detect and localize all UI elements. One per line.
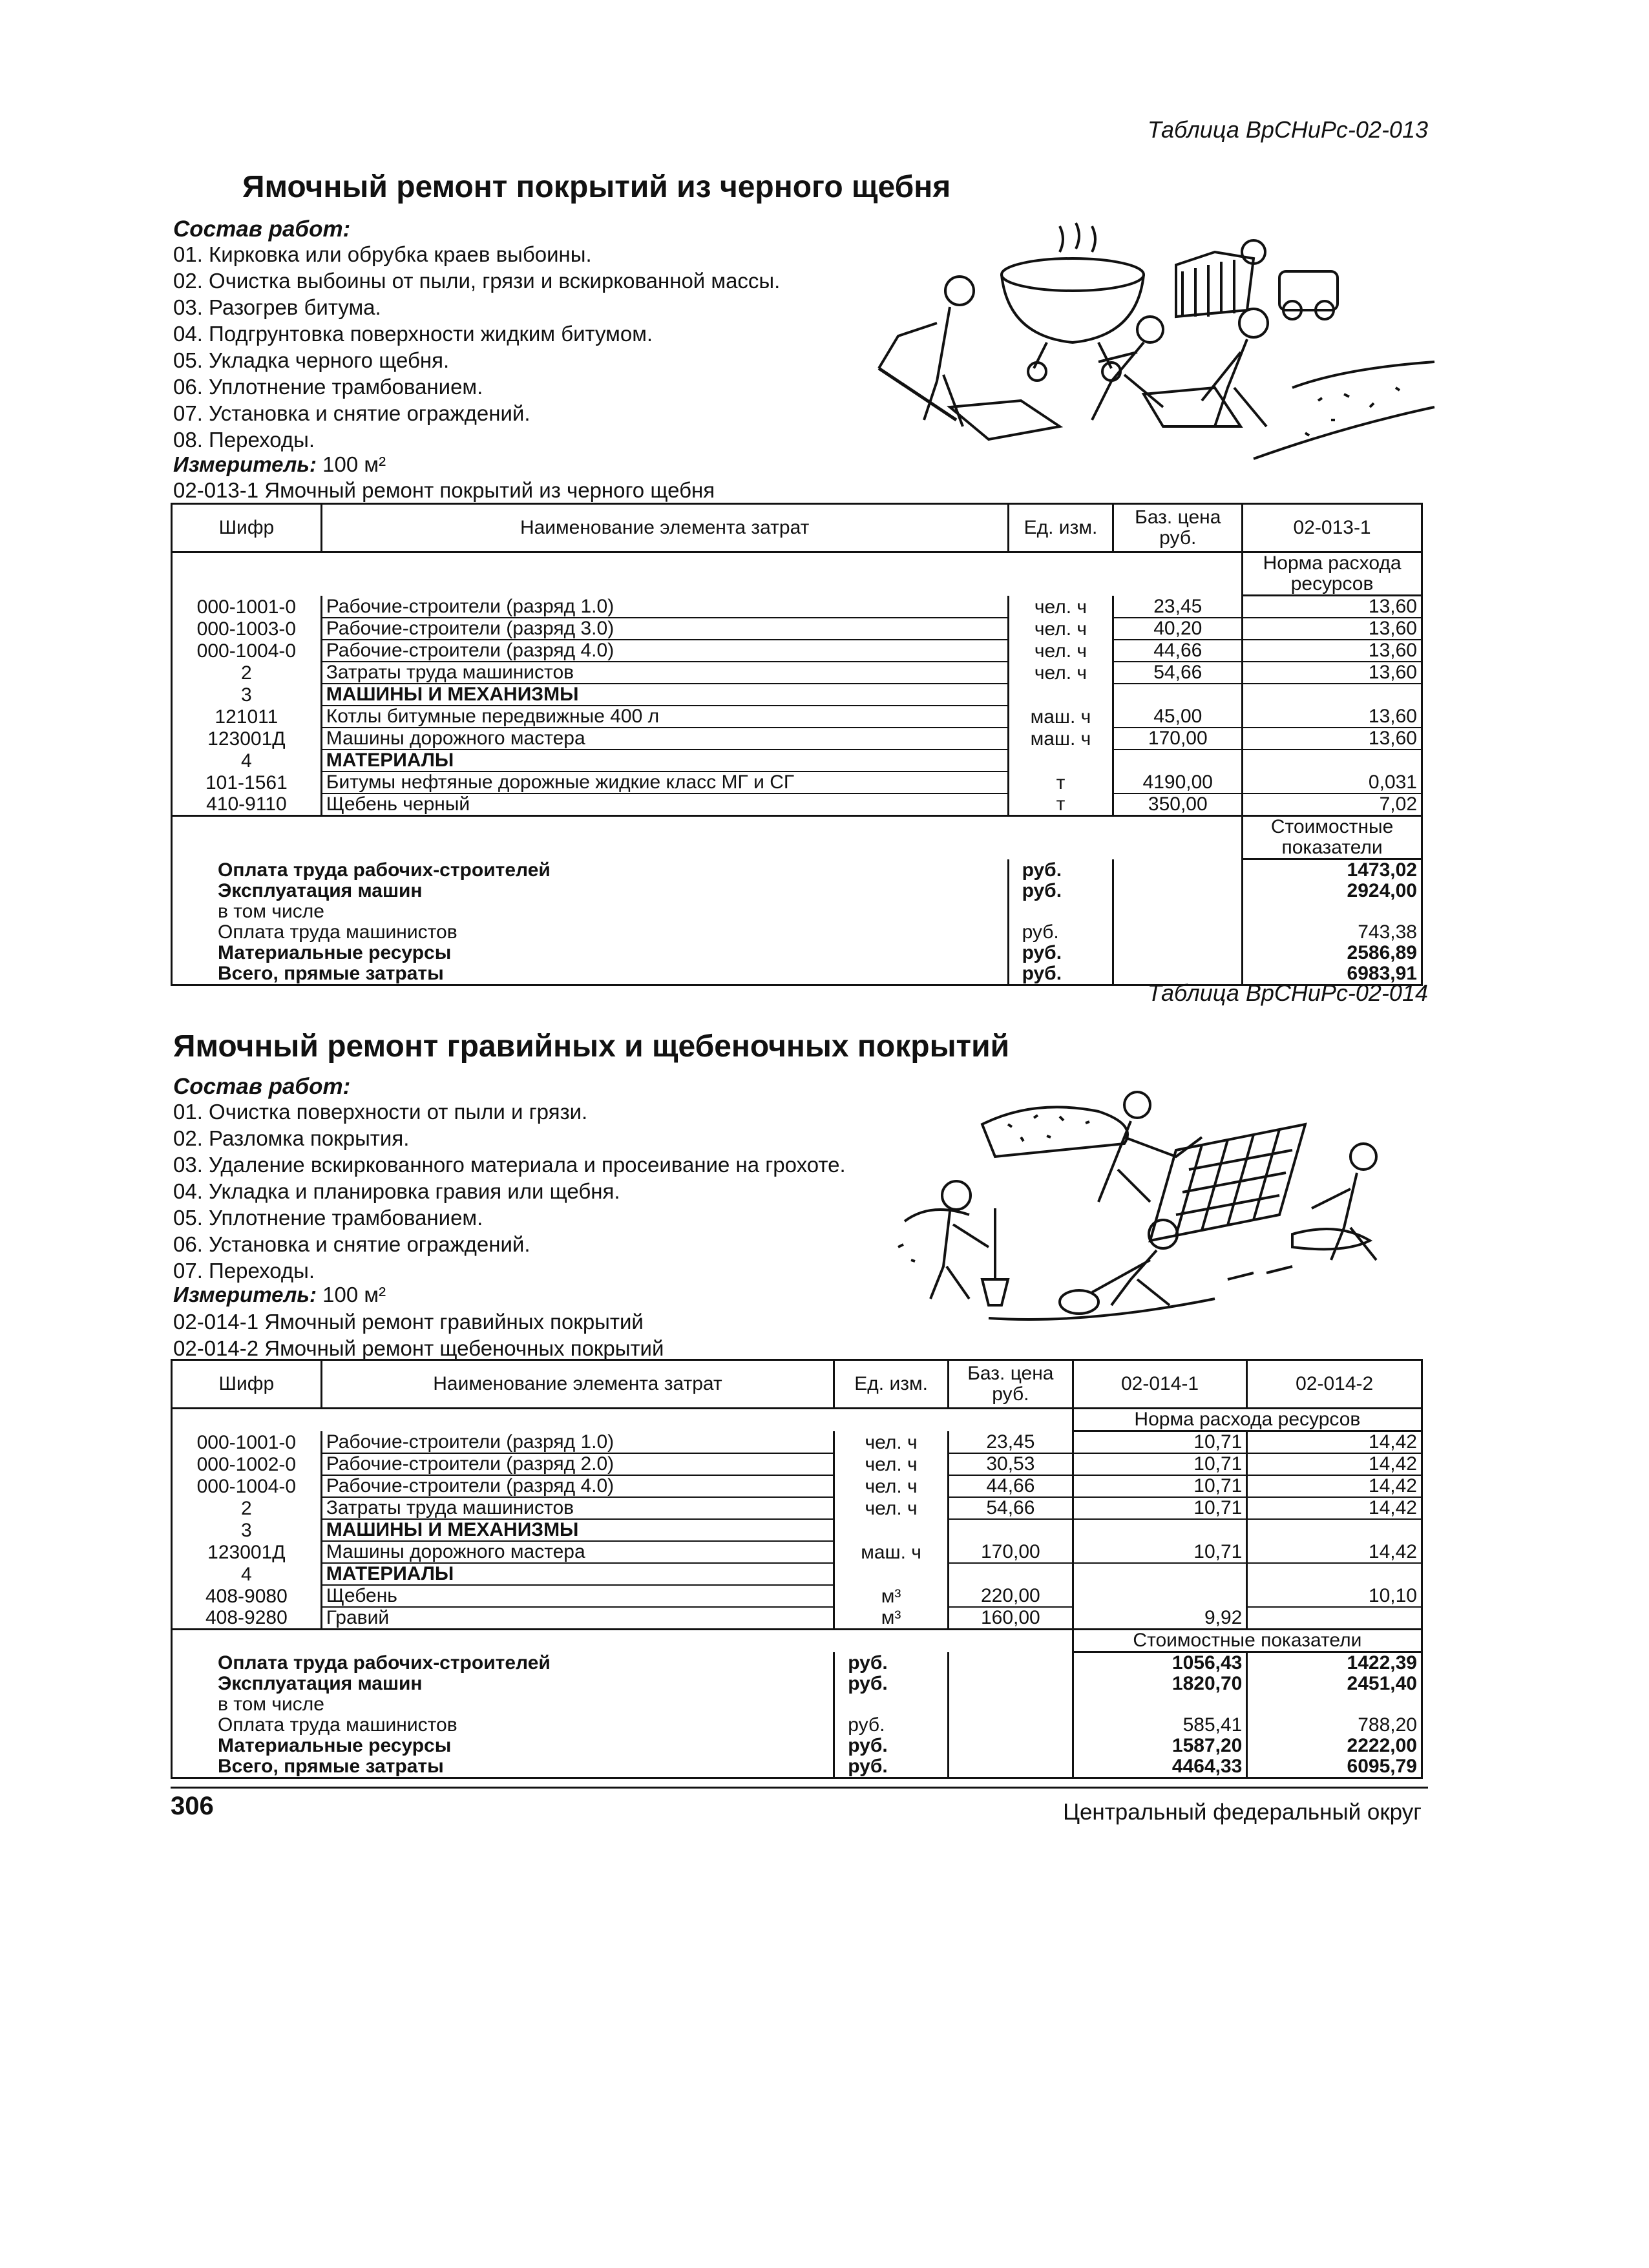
cost-name: в том числе <box>172 1694 834 1715</box>
cost-value: 1056,43 <box>1073 1652 1247 1674</box>
row-code: 2 <box>172 1497 322 1519</box>
row-code: 408-9280 <box>172 1607 322 1630</box>
row-value: 10,71 <box>1073 1475 1247 1497</box>
row-code: 3 <box>172 1519 322 1541</box>
header-cell: Шифр <box>172 504 322 552</box>
cost-name: Оплата труда рабочих-строителей <box>172 859 1009 881</box>
row-unit <box>1008 750 1113 772</box>
table-row <box>172 1607 1422 1630</box>
cost-name: Эксплуатация машин <box>172 881 1009 901</box>
row-code: 2 <box>172 662 322 684</box>
row-value: 14,42 <box>1247 1475 1422 1497</box>
section-title: Ямочный ремонт покрытий из черного щебня <box>242 170 951 204</box>
row-value: 7,02 <box>1243 793 1422 816</box>
cost-value: 1422,39 <box>1247 1652 1422 1674</box>
row-code: 4 <box>172 1563 322 1585</box>
header-cell: 02-014-1 <box>1073 1360 1247 1409</box>
table-row <box>172 1453 1422 1475</box>
row-code: 121011 <box>172 706 322 728</box>
row-value: 10,71 <box>1073 1497 1247 1519</box>
row-price: 54,66 <box>948 1497 1073 1519</box>
table-row <box>172 1431 1422 1454</box>
cost-unit: руб. <box>1008 881 1113 901</box>
header-cell: Баз. цена руб. <box>948 1360 1073 1409</box>
row-unit <box>834 1519 949 1541</box>
list-item: 02. Очистка выбоины от пыли, грязи и вскиркованной массы. <box>173 269 781 293</box>
cost-unit <box>1008 901 1113 922</box>
header-cell: Шифр <box>172 1360 322 1409</box>
row-price: 170,00 <box>1113 728 1243 750</box>
row-code: 000-1002-0 <box>172 1453 322 1475</box>
row-value: 10,71 <box>1073 1431 1247 1454</box>
row-value: 10,10 <box>1247 1585 1422 1607</box>
row-price: 170,00 <box>948 1541 1073 1563</box>
row-name: Рабочие-строители (разряд 1.0) <box>321 596 1008 618</box>
table-row <box>172 793 1422 816</box>
resources-table <box>171 1359 1423 1779</box>
cost-name: Материальные ресурсы <box>172 1736 834 1756</box>
row-price: 44,66 <box>1113 640 1243 662</box>
table-row <box>172 1674 1422 1694</box>
cost-name: Оплата труда рабочих-строителей <box>172 1652 834 1674</box>
resources-table <box>171 503 1423 986</box>
row-name: МАТЕРИАЛЫ <box>321 1563 834 1585</box>
cost-unit: руб. <box>1008 963 1113 985</box>
cost-name: Материальные ресурсы <box>172 943 1009 963</box>
row-unit: чел. ч <box>834 1431 949 1454</box>
row-unit: маш. ч <box>834 1541 949 1563</box>
row-price: 23,45 <box>948 1431 1073 1454</box>
row-unit <box>1008 684 1113 706</box>
row-name: МАШИНЫ И МЕХАНИЗМЫ <box>321 684 1008 706</box>
row-price <box>948 1519 1073 1541</box>
list-item: 02-013-1 Ямочный ремонт покрытий из черного щебня <box>173 478 715 502</box>
row-price: 40,20 <box>1113 618 1243 640</box>
row-code: 4 <box>172 750 322 772</box>
table-row <box>172 1563 1422 1585</box>
row-unit: чел. ч <box>1008 662 1113 684</box>
row-value: 0,031 <box>1243 772 1422 793</box>
row-value: 14,42 <box>1247 1541 1422 1563</box>
row-value: 14,42 <box>1247 1497 1422 1519</box>
cost-label: Стоимостные показатели <box>1073 1630 1422 1652</box>
row-name: Машины дорожного мастера <box>321 1541 834 1563</box>
header-cell: 02-014-2 <box>1247 1360 1422 1409</box>
cost-value: 1587,20 <box>1073 1736 1247 1756</box>
row-value: 13,60 <box>1243 596 1422 618</box>
row-price: 160,00 <box>948 1607 1073 1630</box>
list-item: 01. Кирковка или обрубка краев выбоины. <box>173 242 592 266</box>
row-unit: чел. ч <box>1008 618 1113 640</box>
row-price: 350,00 <box>1113 793 1243 816</box>
row-name: Рабочие-строители (разряд 3.0) <box>321 618 1008 640</box>
row-value: 10,71 <box>1073 1453 1247 1475</box>
row-value <box>1073 1585 1247 1607</box>
row-code: 408-9080 <box>172 1585 322 1607</box>
page-number: 306 <box>171 1792 214 1820</box>
row-value <box>1243 750 1422 772</box>
table-codes <box>173 477 715 503</box>
norm-label: Норма расхода ресурсов <box>1243 552 1422 596</box>
table-row <box>172 1585 1422 1607</box>
row-name: Щебень черный <box>321 793 1008 816</box>
table-row <box>172 859 1422 881</box>
row-name: Щебень <box>321 1585 834 1607</box>
row-value <box>1073 1519 1247 1541</box>
table-row <box>172 706 1422 728</box>
cost-name: Всего, прямые затраты <box>172 963 1009 985</box>
cost-value: 2451,40 <box>1247 1674 1422 1694</box>
row-code: 123001Д <box>172 728 322 750</box>
row-name: Гравий <box>321 1607 834 1630</box>
row-price: 4190,00 <box>1113 772 1243 793</box>
cost-value: 4464,33 <box>1073 1756 1247 1778</box>
row-name: МАТЕРИАЛЫ <box>321 750 1008 772</box>
row-code: 000-1001-0 <box>172 1431 322 1454</box>
row-name: Рабочие-строители (разряд 2.0) <box>321 1453 834 1475</box>
cost-value: 788,20 <box>1247 1715 1422 1736</box>
row-unit: т <box>1008 772 1113 793</box>
list-item: 02. Разломка покрытия. <box>173 1126 410 1150</box>
footer-rule <box>171 1787 1428 1789</box>
cost-value: 6095,79 <box>1247 1756 1422 1778</box>
cost-unit: руб. <box>1008 922 1113 943</box>
cost-value: 585,41 <box>1073 1715 1247 1736</box>
table-number: Таблица ВрСНиРс-02-014 <box>1147 980 1428 1006</box>
row-unit: маш. ч <box>1008 706 1113 728</box>
cost-name: Всего, прямые затраты <box>172 1756 834 1778</box>
list-item: 02-014-2 Ямочный ремонт щебеночных покрытий <box>173 1336 664 1360</box>
row-price: 54,66 <box>1113 662 1243 684</box>
row-unit: маш. ч <box>1008 728 1113 750</box>
row-code: 000-1003-0 <box>172 618 322 640</box>
cost-value: 1820,70 <box>1073 1674 1247 1694</box>
row-value: 13,60 <box>1243 662 1422 684</box>
row-value <box>1243 684 1422 706</box>
row-name: Котлы битумные передвижные 400 л <box>321 706 1008 728</box>
row-code: 000-1001-0 <box>172 596 322 618</box>
works-list <box>173 1098 846 1284</box>
cost-unit: руб. <box>834 1674 949 1694</box>
row-code: 101-1561 <box>172 772 322 793</box>
row-value: 13,60 <box>1243 640 1422 662</box>
cost-value: 2586,89 <box>1243 943 1422 963</box>
cost-unit: руб. <box>1008 943 1113 963</box>
row-name: МАШИНЫ И МЕХАНИЗМЫ <box>321 1519 834 1541</box>
row-price <box>1113 684 1243 706</box>
table-row <box>172 662 1422 684</box>
header-cell: Ед. изм. <box>834 1360 949 1409</box>
row-unit <box>834 1563 949 1585</box>
cost-name: в том числе <box>172 901 1009 922</box>
row-code: 000-1004-0 <box>172 1475 322 1497</box>
header-cell: Наименование элемента затрат <box>321 504 1008 552</box>
table-row <box>172 618 1422 640</box>
table-row <box>172 1715 1422 1736</box>
table-row <box>172 1736 1422 1756</box>
row-unit: чел. ч <box>834 1497 949 1519</box>
row-name: Затраты труда машинистов <box>321 662 1008 684</box>
row-unit: м³ <box>834 1585 949 1607</box>
header-cell: 02-013-1 <box>1243 504 1422 552</box>
row-value <box>1247 1563 1422 1585</box>
row-price: 44,66 <box>948 1475 1073 1497</box>
cost-unit: руб. <box>834 1736 949 1756</box>
list-item: 04. Подгрунтовка поверхности жидким битумом. <box>173 322 653 346</box>
header-cell: Ед. изм. <box>1008 504 1113 552</box>
cost-value <box>1073 1694 1247 1715</box>
works-list <box>173 241 780 453</box>
cost-name: Оплата труда машинистов <box>172 922 1009 943</box>
row-price: 220,00 <box>948 1585 1073 1607</box>
list-item: 05. Уплотнение трамбованием. <box>173 1206 483 1230</box>
row-unit: м³ <box>834 1607 949 1630</box>
list-item: 01. Очистка поверхности от пыли и грязи. <box>173 1100 588 1124</box>
cost-value: 743,38 <box>1243 922 1422 943</box>
table-row <box>172 750 1422 772</box>
table-row <box>172 1497 1422 1519</box>
header-cell: Наименование элемента затрат <box>321 1360 834 1409</box>
table-row <box>172 881 1422 901</box>
workers-illustration <box>853 213 1447 472</box>
row-price <box>1113 750 1243 772</box>
works-label: Состав работ: <box>173 1074 351 1099</box>
row-code: 000-1004-0 <box>172 640 322 662</box>
row-price: 30,53 <box>948 1453 1073 1475</box>
table-row <box>172 943 1422 963</box>
row-value: 10,71 <box>1073 1541 1247 1563</box>
cost-name: Оплата труда машинистов <box>172 1715 834 1736</box>
row-value <box>1247 1607 1422 1630</box>
row-value: 13,60 <box>1243 728 1422 750</box>
table-row <box>172 1652 1422 1674</box>
cost-label: Стоимостные показатели <box>1243 816 1422 859</box>
row-price: 23,45 <box>1113 596 1243 618</box>
table-row <box>172 772 1422 793</box>
cost-value: 6983,91 <box>1243 963 1422 985</box>
row-value: 14,42 <box>1247 1453 1422 1475</box>
header-cell: Баз. цена руб. <box>1113 504 1243 552</box>
row-name: Рабочие-строители (разряд 4.0) <box>321 640 1008 662</box>
list-item: 07. Установка и снятие ограждений. <box>173 401 530 425</box>
cost-value: 2222,00 <box>1247 1736 1422 1756</box>
row-price <box>948 1563 1073 1585</box>
cost-value <box>1243 901 1422 922</box>
cost-unit: руб. <box>834 1756 949 1778</box>
row-name: Битумы нефтяные дорожные жидкие класс МГ и СГ <box>321 772 1008 793</box>
table-row <box>172 1756 1422 1778</box>
workers-illustration <box>892 1086 1428 1331</box>
cost-unit: руб. <box>834 1652 949 1674</box>
row-name: Рабочие-строители (разряд 1.0) <box>321 1431 834 1454</box>
list-item: 03. Разогрев битума. <box>173 295 381 319</box>
measure: Измеритель: 100 м² <box>173 1283 386 1307</box>
section-title: Ямочный ремонт гравийных и щебеночных покрытий <box>173 1029 1010 1064</box>
list-item: 06. Установка и снятие ограждений. <box>173 1232 530 1256</box>
works-label: Состав работ: <box>173 216 351 242</box>
row-unit: чел. ч <box>834 1475 949 1497</box>
cost-value: 1473,02 <box>1243 859 1422 881</box>
list-item: 04. Укладка и планировка гравия или щебня. <box>173 1179 620 1203</box>
cost-name: Эксплуатация машин <box>172 1674 834 1694</box>
row-code: 410-9110 <box>172 793 322 816</box>
row-name: Машины дорожного мастера <box>321 728 1008 750</box>
table-row <box>172 922 1422 943</box>
table-row <box>172 1694 1422 1715</box>
row-value: 9,92 <box>1073 1607 1247 1630</box>
row-unit: чел. ч <box>1008 596 1113 618</box>
list-item: 07. Переходы. <box>173 1259 315 1283</box>
cost-value: 2924,00 <box>1243 881 1422 901</box>
row-value: 13,60 <box>1243 706 1422 728</box>
cost-unit <box>834 1694 949 1715</box>
list-item: 02-014-1 Ямочный ремонт гравийных покрытий <box>173 1310 644 1334</box>
row-unit: т <box>1008 793 1113 816</box>
list-item: 08. Переходы. <box>173 428 315 452</box>
cost-unit: руб. <box>1008 859 1113 881</box>
row-unit: чел. ч <box>1008 640 1113 662</box>
row-code: 123001Д <box>172 1541 322 1563</box>
table-row <box>172 1475 1422 1497</box>
table-number: Таблица ВрСНиРс-02-013 <box>1147 116 1428 143</box>
list-item: 05. Укладка черного щебня. <box>173 348 450 372</box>
list-item: 06. Уплотнение трамбованием. <box>173 375 483 399</box>
row-value <box>1247 1519 1422 1541</box>
row-price: 45,00 <box>1113 706 1243 728</box>
measure: Измеритель: 100 м² <box>173 452 386 476</box>
row-value: 13,60 <box>1243 618 1422 640</box>
table-row <box>172 728 1422 750</box>
row-value <box>1073 1563 1247 1585</box>
table-row <box>172 1519 1422 1541</box>
row-unit: чел. ч <box>834 1453 949 1475</box>
table-codes <box>173 1308 664 1361</box>
cost-value <box>1247 1694 1422 1715</box>
row-name: Затраты труда машинистов <box>321 1497 834 1519</box>
cost-unit: руб. <box>834 1715 949 1736</box>
row-code: 3 <box>172 684 322 706</box>
table-row <box>172 684 1422 706</box>
table-row <box>172 640 1422 662</box>
table-row <box>172 596 1422 618</box>
table-row <box>172 901 1422 922</box>
norm-label: Норма расхода ресурсов <box>1073 1409 1422 1431</box>
table-row <box>172 1541 1422 1563</box>
list-item: 03. Удаление вскиркованного материала и просеивание на грохоте. <box>173 1153 846 1177</box>
row-name: Рабочие-строители (разряд 4.0) <box>321 1475 834 1497</box>
footer-region: Центральный федеральный округ <box>1063 1800 1422 1825</box>
row-value: 14,42 <box>1247 1431 1422 1454</box>
